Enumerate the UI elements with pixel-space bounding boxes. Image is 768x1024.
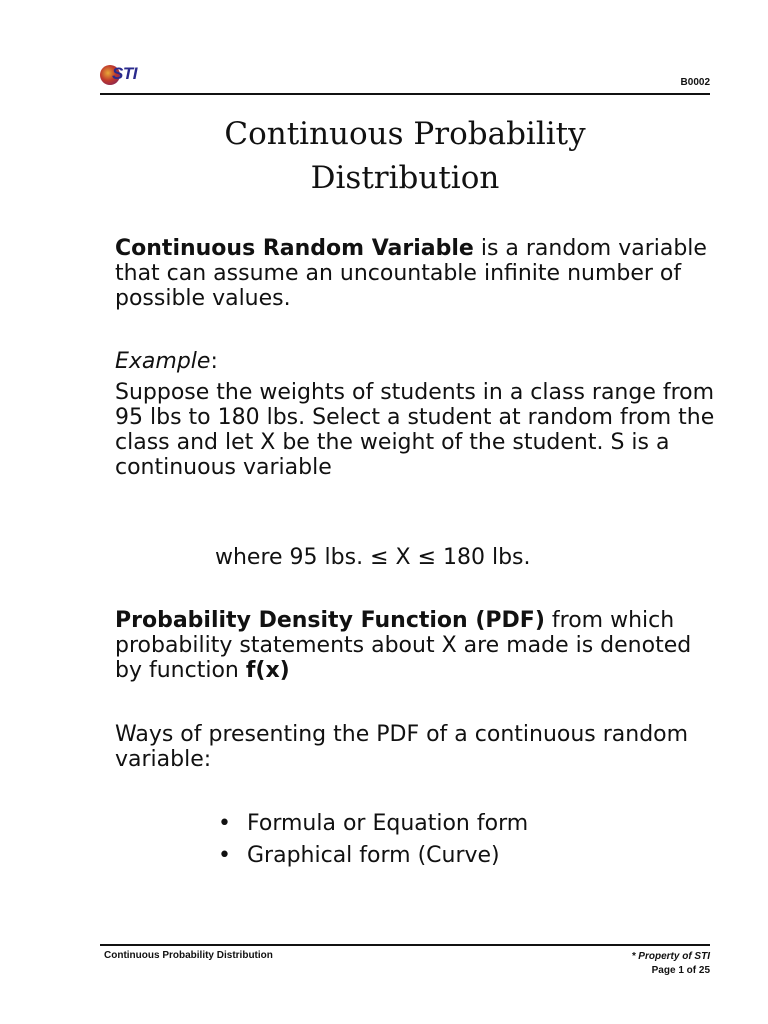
sti-logo (100, 62, 160, 88)
document-code: B0002 (680, 77, 710, 88)
definition-text: is a random variable that can assume an uncountable infinite number of possible values. (115, 236, 707, 311)
footer-property: * Property of STI (631, 951, 710, 962)
example-heading (115, 349, 715, 374)
ways-list (215, 808, 528, 872)
header-divider (100, 93, 710, 95)
logo-text: STI (112, 64, 137, 83)
pdf-function: f(x) (245, 658, 290, 683)
page-title (100, 112, 710, 200)
list-item-text: Formula or Equation form (247, 811, 529, 836)
footer-title: Continuous Probability Distribution (104, 950, 273, 961)
footer-divider (100, 944, 710, 946)
bullet-icon: • (218, 843, 231, 868)
title-line-2: Distribution (310, 160, 500, 196)
pdf-term: Probability Density Function (PDF) (115, 608, 545, 633)
pdf-text: from which probability statements about X are made is denoted by function (115, 608, 692, 683)
bullet-icon: • (218, 811, 231, 836)
list-item (215, 840, 528, 872)
list-item-text: Graphical form (Curve) (247, 843, 500, 868)
footer-meta (632, 950, 710, 978)
ways-paragraph: Ways of presenting the PDF of a continuous random variable: (115, 722, 689, 772)
title-line-1: Continuous Probability (224, 116, 586, 152)
list-item (215, 808, 528, 840)
footer-page-number: Page 1 of 25 (651, 965, 710, 976)
definition-term: Continuous Random Variable (115, 236, 474, 261)
example-label: Example (115, 349, 211, 374)
example-label-colon: : (210, 349, 218, 374)
example-range: where 95 lbs. ≤ X ≤ 180 lbs. (215, 545, 531, 570)
definition-paragraph (115, 236, 715, 311)
example-paragraph: Suppose the weights of students in a class range from 95 lbs to 180 lbs. Select a student at random from the class and let X be the weight of the student. S is a continuous variable (115, 380, 715, 480)
pdf-paragraph (115, 608, 715, 683)
